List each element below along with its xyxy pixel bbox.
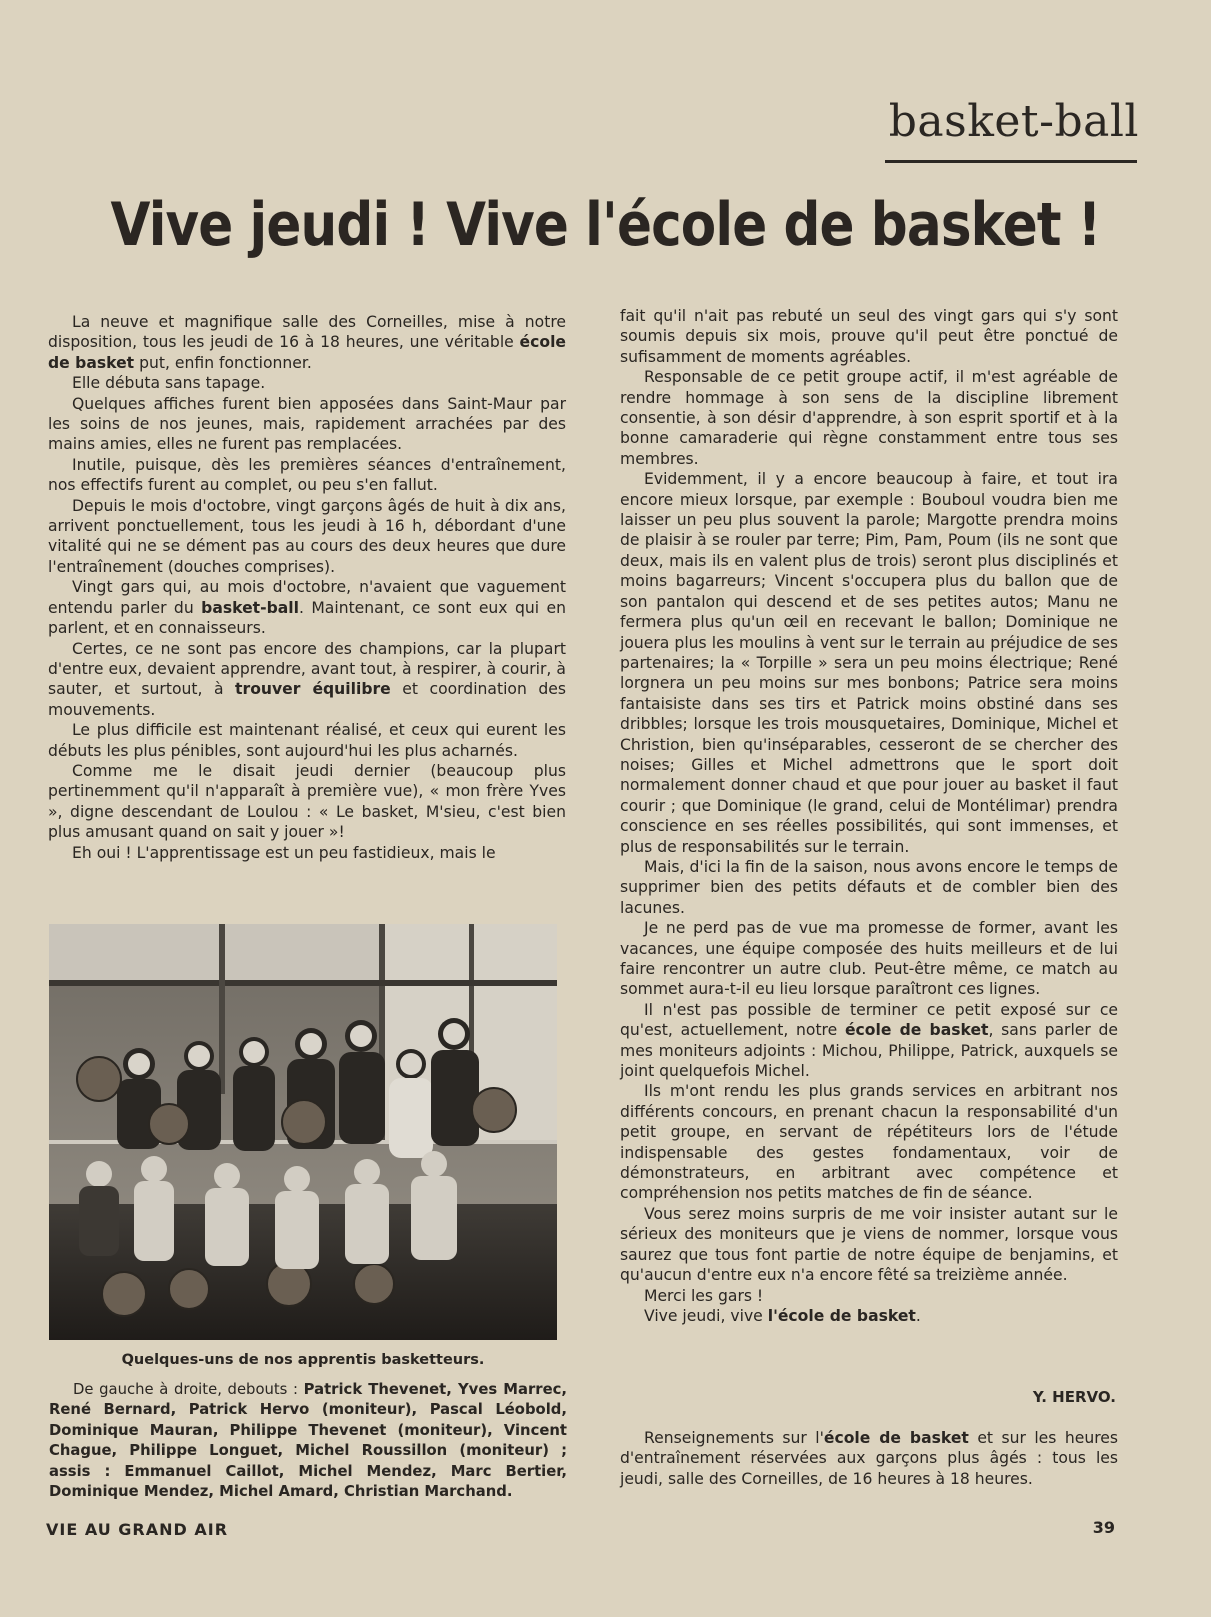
team-photo-illustration: [49, 924, 557, 1340]
paragraph: Quelques affiches furent bien apposées dans Saint-Maur par les soins de nos jeunes, mais, rapidement arrachées par des mains amies, elles ne furent pas remplacées.: [48, 394, 566, 454]
paragraph: fait qu'il n'ait pas rebuté un seul des vingt gars qui s'y sont soumis depuis six mois, prouve qu'il peut être ponctué de sufisamment de moments agréables.: [620, 307, 1118, 366]
paragraph: Comme me le disait jeudi dernier (beaucoup plus pertinemment qu'il n'apparaît à première vue), « mon frère Yves », digne descendant de Loulou : « Le basket, M'sieu, c'est bien plus amusant quand on sait y jouer »!: [48, 761, 566, 842]
paragraph: Je ne perd pas de vue ma promesse de former, avant les vacances, une équipe composée des huits meilleurs et de lui faire rencontrer un autre club. Peut-être même, ce match au sommet aura-t-il eu lieu lorsque paraîtront ces lignes.: [620, 919, 1118, 999]
paragraph: Depuis le mois d'octobre, vingt garçons âgés de huit à dix ans, arrivent ponctuellement, tous les jeudi à 16 h, débordant d'une vitalité qui ne se dément pas au cours des deux heures que dure l'entraînement (douches comprises).: [48, 496, 566, 576]
paragraph: Elle débuta sans tapage.: [72, 374, 266, 393]
paragraph: Merci les gars !: [644, 1286, 764, 1305]
paragraph: Responsable de ce petit groupe actif, il m'est agréable de rendre hommage à son sens de la discipline librement consentie, à son désir d'apprendre, à son esprit sportif et à la bonne camaraderie qui règne constamment entre tous ses membres.: [620, 368, 1118, 468]
photo-caption-title: Quelques-uns de nos apprentis basketteurs.: [121, 1352, 485, 1368]
paragraph: Eh oui ! L'apprentissage est un peu fastidieux, mais le: [72, 843, 496, 862]
paragraph: Il n'est pas possible de terminer ce petit exposé sur ce qu'est, actuellement, notre école de basket, sans parler de mes moniteurs adjoints : Michou, Philippe, Patrick, auxquels se joint quelquefois Michel.: [620, 1000, 1118, 1081]
paragraph: Ils m'ont rendu les plus grands services en arbitrant nos différents concours, en prenant chacun la responsabilité d'un petit groupe, en servant de répétiteurs lors de l'étude indispensable des gestes fondamentaux, voir de démonstrateurs, en arbitrant avec compétence et compréhension nos petits matches de fin de séance.: [620, 1082, 1118, 1203]
article-title: Vive jeudi ! Vive l'école de basket !: [110, 190, 1101, 260]
photo-caption-body: De gauche à droite, debouts : Patrick Thevenet, Yves Marrec, René Bernard, Patrick Hervo (moniteur), Pascal Léobold, Dominique Mauran, Philippe Thevenet (moniteur), Vincent Chague, Philippe Longuet, Michel Roussillon (moniteur) ; assis : Emmanuel Caillot, Michel Mendez, Marc Bertier, Dominique Mendez, Michel Amard, Christian Marchand.: [49, 1381, 567, 1501]
paragraph: Vingt gars qui, au mois d'octobre, n'avaient que vaguement entendu parler du basket-ball. Maintenant, ce sont eux qui en parlent, et en connaisseurs.: [48, 578, 566, 638]
paragraph: Certes, ce ne sont pas encore des champions, car la plupart d'entre eux, devaient apprendre, avant tout, à respirer, à courir, à sauter, et surtout, à trouver équilibre et coordination des mouvements.: [48, 639, 566, 719]
paragraph: Inutile, puisque, dès les premières séances d'entraînement, nos effectifs furent au complet, ou peu s'en fallut.: [48, 455, 566, 495]
paragraph: Vous serez moins surpris de me voir insister autant sur le sérieux des moniteurs que je viens de nommer, lorsque vous saurez que tous font partie de notre équipe de benjamins, et qu'aucun d'entre eux n'a encore fêté sa treizième année.: [620, 1204, 1118, 1285]
paragraph: Evidemment, il y a encore beaucoup à faire, et tout ira encore mieux lorsque, par exemple : Bouboul voudra bien me laisser un peu plus souvent la parole; Margotte prendra moins de plaisir à se rouler par terre; Pim, Pam, Poum (ils ne sont que deux, mais ils en valent plus de trois) seront plus disciplinés et moins bagarreurs; Vincent s'occupera plus du ballon que de son pantalon qui descend et de ses petites autos; Manu ne fermera plus qu'un œil en recevant le ballon; Dominique ne jouera plus les moulins à vent sur le terrain au préjudice de ses partenaires; la « Torpille » sera un peu moins électrique; René lorgnera un peu moins sur mes bonbons; Patrice sera moins fantaisiste dans ses tirs et Patrick moins obstiné dans ses dribbles; lorsque les trois mousquetaires, Dominique, Michel et Christion, bien qu'inséparables, cesseront de se chercher des noises; Gilles et Michel admettrons que le sport doit normalement donner chaud et que pour jouer au basket il faut courir ; que Dominique (le grand, celui de Montélimar) prendra conscience en ses réelles possibilités, qui sont immenses, et plus de responsabilités sur le terrain.: [620, 470, 1118, 856]
section-rule: [885, 160, 1137, 163]
paragraph: La neuve et magnifique salle des Corneilles, mise à notre disposition, tous les jeudi de 16 à 18 heures, une véritable école de basket put, enfin fonctionner.: [48, 313, 566, 372]
section-label: basket-ball: [888, 96, 1139, 147]
team-photo: [49, 924, 557, 1340]
paragraph: Le plus difficile est maintenant réalisé, et ceux qui eurent les débuts les plus pénibles, sont aujourd'hui les plus acharnés.: [48, 721, 566, 760]
paragraph: Mais, d'ici la fin de la saison, nous avons encore le temps de supprimer bien des petits défauts et de combler bien des lacunes.: [620, 857, 1118, 917]
paragraph: Vive jeudi, vive l'école de basket.: [644, 1306, 921, 1325]
magazine-name: VIE AU GRAND AIR: [46, 1520, 229, 1539]
page-number: 39: [1092, 1518, 1115, 1537]
right-column: [620, 306, 1118, 1326]
info-paragraph: Renseignements sur l'école de basket et sur les heures d'entraînement réservées aux garçons plus âgés : tous les jeudi, salle des Corneilles, de 16 heures à 18 heures.: [620, 1429, 1118, 1488]
author-signature: Y. HERVO.: [1032, 1388, 1116, 1406]
left-column: [48, 312, 566, 863]
